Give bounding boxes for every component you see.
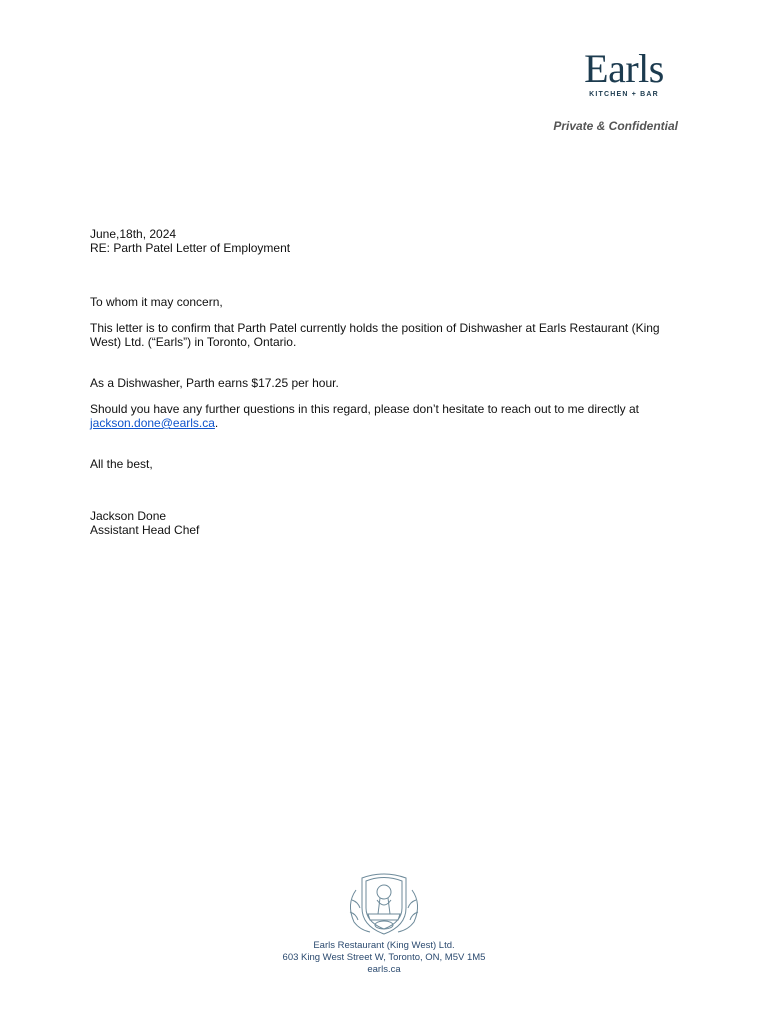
signer-title: Assistant Head Chef: [90, 523, 200, 537]
contact-text: Should you have any further questions in this regard, please don’t hesitate to reach out to me directly at: [90, 402, 639, 416]
logo-wordmark: Earls: [584, 46, 664, 91]
letter-date: June,18th, 2024: [90, 227, 177, 241]
letter-salutation: To whom it may concern,: [90, 295, 223, 309]
footer-company: Earls Restaurant (King West) Ltd.: [313, 940, 455, 951]
earls-logo: [572, 48, 676, 98]
letter-footer: [0, 870, 768, 976]
confidential-label: Private & Confidential: [553, 119, 678, 133]
letter-paragraph-position: This letter is to confirm that Parth Patel currently holds the position of Dishwasher at Earls Restaurant (King West) Ltd. (“Earls”) in Toronto, Ontario.: [90, 321, 660, 349]
earls-crest-icon: [342, 870, 426, 938]
letter-body: [90, 227, 680, 537]
signer-name: Jackson Done: [90, 509, 167, 523]
logo-tagline: KITCHEN + BAR: [589, 91, 659, 98]
letter-paragraph-contact: [90, 402, 680, 430]
letter-paragraph-wage: As a Dishwasher, Parth earns $17.25 per hour.: [90, 376, 339, 390]
contact-period: .: [214, 416, 219, 430]
footer-website[interactable]: earls.ca: [367, 964, 401, 975]
letter-closing: All the best,: [90, 457, 153, 471]
footer-address: 603 King West Street W, Toronto, ON, M5V 1M5: [282, 952, 486, 963]
letter-re-line: RE: Parth Patel Letter of Employment: [90, 241, 291, 255]
email-link[interactable]: jackson.done@earls.ca: [90, 416, 215, 430]
